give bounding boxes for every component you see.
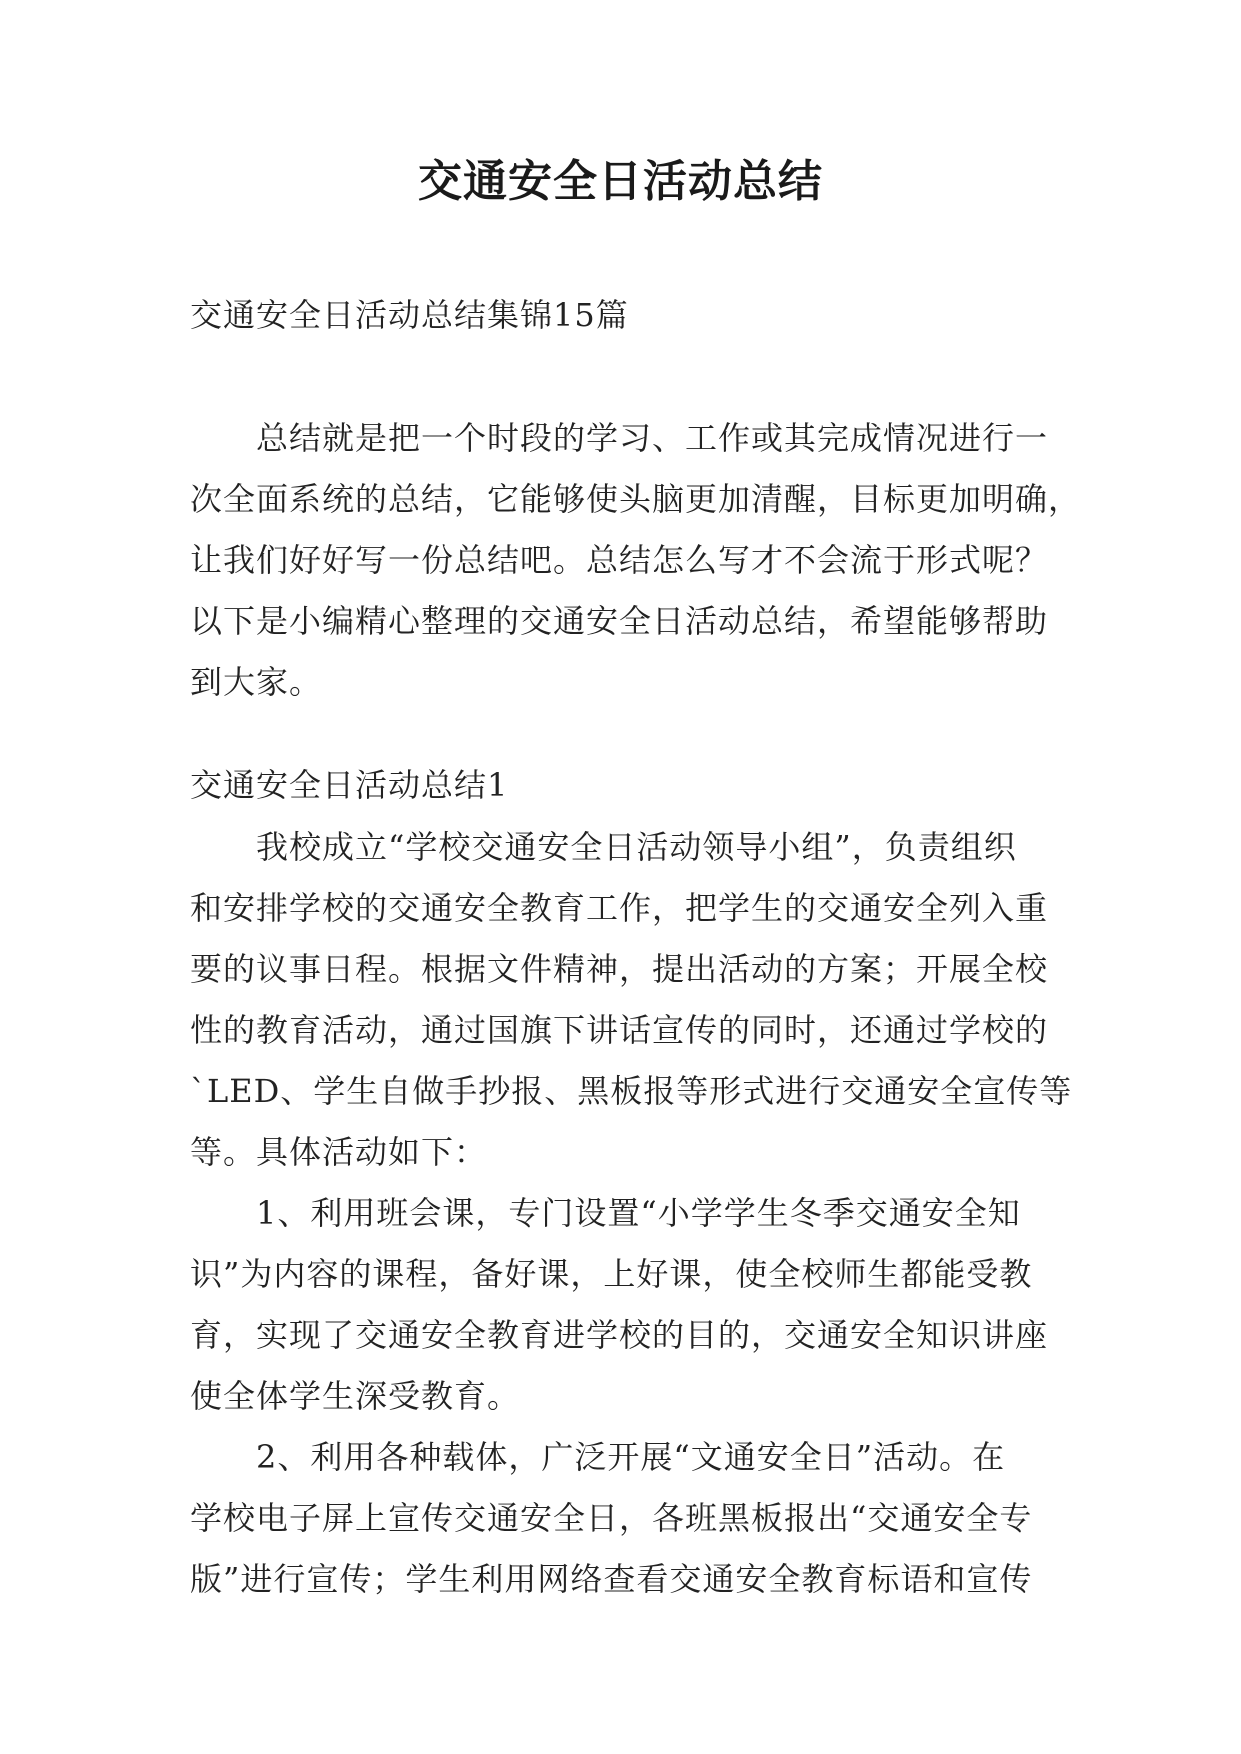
paragraph-line: 和安排学校的交通安全教育工作，把学生的交通安全列入重 (190, 889, 1049, 927)
intro-line: 让我们好好写一份总结吧。总结怎么写才不会流于形式呢？ (190, 541, 1049, 579)
paragraph-line: 要的议事日程。根据文件精神，提出活动的方案；开展全校 (190, 950, 1049, 988)
paragraph-line: 1、利用班会课，专门设置“小学学生冬季交通安全知 (190, 1194, 1021, 1232)
intro-line: 总结就是把一个时段的学习、工作或其完成情况进行一 (190, 419, 1049, 457)
intro-paragraph (190, 408, 1090, 713)
section-body (190, 817, 1090, 1610)
paragraph-line: 我校成立“学校交通安全日活动领导小组”，负责组织 (190, 828, 1017, 866)
paragraph-line: 性的教育活动，通过国旗下讲话宣传的同时，还通过学校的 (190, 1011, 1049, 1049)
paragraph-line: 使全体学生深受教育。 (190, 1377, 521, 1415)
paragraph (190, 1427, 1090, 1610)
intro-line: 到大家。 (190, 663, 323, 701)
paragraph-line: 等。具体活动如下： (190, 1133, 488, 1171)
intro-line: 次全面系统的总结，它能够使头脑更加清醒，目标更加明确， (190, 480, 1082, 518)
document-subtitle: 交通安全日活动总结集锦15篇 (190, 296, 629, 334)
paragraph (190, 1183, 1090, 1427)
intro-line: 以下是小编精心整理的交通安全日活动总结，希望能够帮助 (190, 602, 1049, 640)
paragraph-line: `LED、学生自做手抄报、黑板报等形式进行交通安全宣传等 (190, 1072, 1073, 1110)
paragraph-line: 2、利用各种载体，广泛开展“文通安全日”活动。在 (190, 1438, 1006, 1476)
paragraph-line: 识”为内容的课程，备好课，上好课，使全校师生都能受教 (190, 1255, 1033, 1293)
paragraph-line: 育，实现了交通安全教育进学校的目的，交通安全知识讲座 (190, 1316, 1049, 1354)
section-heading: 交通安全日活动总结1 (190, 766, 509, 804)
paragraph-line: 学校电子屏上宣传交通安全日，各班黑板报出“交通安全专 (190, 1499, 1033, 1537)
paragraph-line: 版”进行宣传；学生利用网络查看交通安全教育标语和宣传 (190, 1560, 1033, 1598)
document-title: 交通安全日活动总结 (418, 156, 823, 207)
paragraph (190, 817, 1090, 1183)
